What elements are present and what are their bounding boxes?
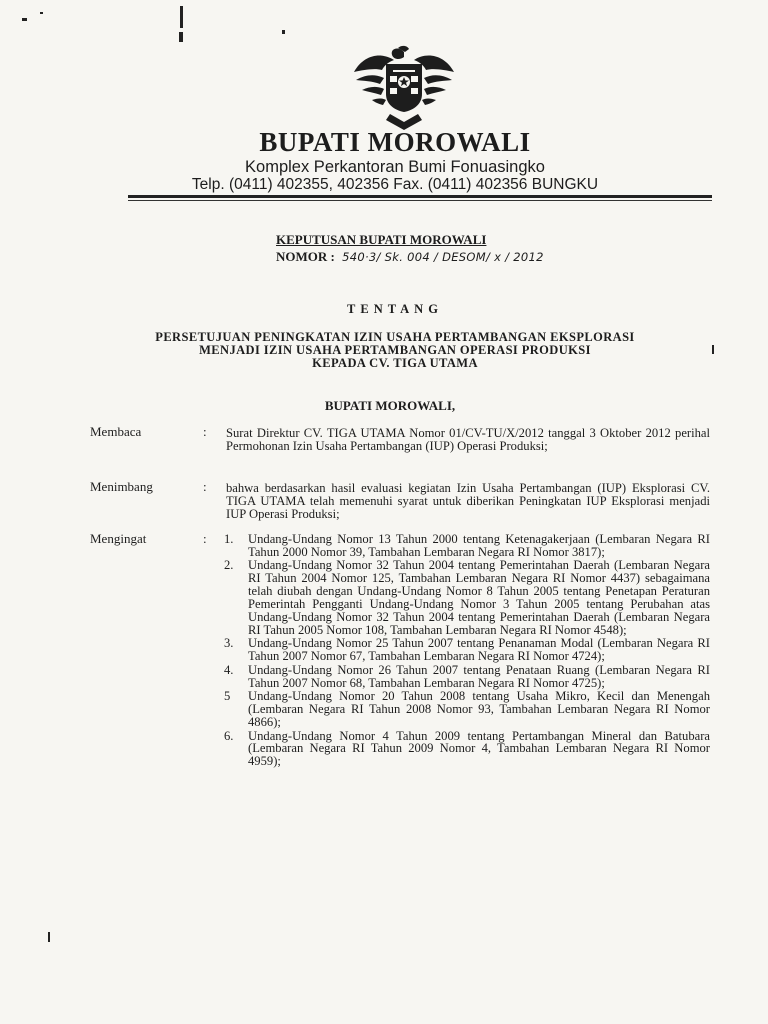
law-item-text: Undang-Undang Nomor 25 Tahun 2007 tentang Penanaman Modal (Lembaran Negara RI Tahun 2007 Nomor 67, Tambahan Lembaran Negara RI Nomor 4724);	[248, 636, 710, 664]
decree-number	[276, 249, 544, 265]
law-item-number: 6.	[224, 728, 234, 743]
subject-line: PERSETUJUAN PENINGKATAN IZIN USAHA PERTAMBANGAN EKSPLORASI	[155, 330, 635, 344]
letterhead-divider-thin	[128, 200, 712, 201]
decree-number-label: NOMOR :	[276, 249, 335, 264]
scan-speck	[282, 30, 285, 34]
scan-speck	[179, 32, 183, 42]
law-item	[222, 637, 710, 663]
law-item-number: 2.	[224, 558, 234, 573]
colon: :	[203, 531, 207, 546]
law-item-text: Undang-Undang Nomor 13 Tahun 2000 tentang Ketenagakerjaan (Lembaran Negara RI Tahun 2000 Nomor 39, Tambahan Lembaran Negara RI Nomor 3817);	[248, 532, 710, 559]
colon: :	[203, 424, 207, 439]
law-item-text: Undang-Undang Nomor 4 Tahun 2009 tentang Pertambangan Mineral dan Batubara (Lembaran Negara RI Tahun 2009 Nomor 4, Tambahan Lembaran Negara RI Nomor 4959);	[248, 728, 710, 769]
scan-speck	[180, 6, 183, 28]
colon: :	[203, 479, 207, 494]
letterhead-divider	[128, 195, 712, 198]
scan-speck	[22, 18, 27, 21]
membaca-text: Surat Direktur CV. TIGA UTAMA Nomor 01/CV-TU/X/2012 tanggal 3 Oktober 2012 perihal Permohonan Izin Usaha Pertambangan (IUP) Operasi Produksi;	[226, 426, 710, 453]
garuda-emblem-icon	[346, 42, 462, 134]
law-list	[222, 533, 710, 769]
law-item	[222, 730, 710, 769]
law-item	[222, 664, 710, 690]
letterhead-contact: Telp. (0411) 402355, 402356 Fax. (0411) 402356 BUNGKU	[191, 176, 599, 193]
scan-speck	[48, 932, 50, 942]
decree-number-value: 540·3/ Sk. 004 / DESOM/ x / 2012	[342, 250, 544, 264]
law-item-text: Undang-Undang Nomor 26 Tahun 2007 tentang Penataan Ruang (Lembaran Negara RI Tahun 2007 Nomor 68, Tambahan Lembaran Negara RI Nomor 4725);	[248, 662, 710, 690]
law-item	[222, 533, 710, 559]
subject-line: KEPADA CV. TIGA UTAMA	[312, 356, 478, 370]
menimbang-text: bahwa berdasarkan hasil evaluasi kegiatan Izin Usaha Pertambangan (IUP) Eksplorasi CV. TIGA UTAMA telah memenuhi syarat untuk diberikan Peningkatan IUP Eksplorasi menjadi IUP Operasi Produksi;	[226, 481, 710, 521]
subject-line: MENJADI IZIN USAHA PERTAMBANGAN OPERASI PRODUKSI	[199, 343, 591, 357]
membaca-label: Membaca	[90, 424, 142, 439]
tentang-heading: TENTANG	[347, 302, 443, 316]
law-item-text: Undang-Undang Nomor 32 Tahun 2004 tentang Pemerintahan Daerah (Lembaran Negara RI Tahun 2004 Nomor 125, Tambahan Lembaran Negara RI Nomor 4437) sebagaimana telah diubah dengan Undang-Undang Nomor 8 Tahun 2005 tentang Penetapan Peraturan Pemerintah Pengganti Undang-Undang Nomor 3 Tahun 2005 tentang Perubahan atas Undang-Undang Nomor 32 Tahun 2004 tentang Pemerintahan Daerah (Lembaran Negara RI Tahun 2005 Nomor 108, Tambahan Lembaran Negara RI Nomor 4548);	[248, 558, 710, 637]
mengingat-label: Mengingat	[90, 531, 147, 546]
scan-speck	[40, 12, 43, 14]
law-item	[222, 559, 710, 636]
law-item-number: 5	[224, 689, 231, 704]
regent-line: BUPATI MOROWALI,	[324, 398, 456, 413]
law-item	[222, 690, 710, 729]
letterhead-title: BUPATI MOROWALI	[259, 127, 531, 157]
menimbang-label: Menimbang	[90, 479, 153, 494]
decree-heading: KEPUTUSAN BUPATI MOROWALI	[276, 232, 487, 247]
law-item-number: 3.	[224, 636, 234, 651]
law-item-number: 1.	[224, 532, 234, 546]
letterhead-complex: Komplex Perkantoran Bumi Fonuasingko	[245, 158, 545, 176]
law-item-number: 4.	[224, 662, 234, 677]
law-item-text: Undang-Undang Nomor 20 Tahun 2008 tentang Usaha Mikro, Kecil dan Menengah (Lembaran Negara RI Tahun 2008 Nomor 93, Tambahan Lembaran Negara RI Nomor 4866);	[248, 689, 710, 730]
